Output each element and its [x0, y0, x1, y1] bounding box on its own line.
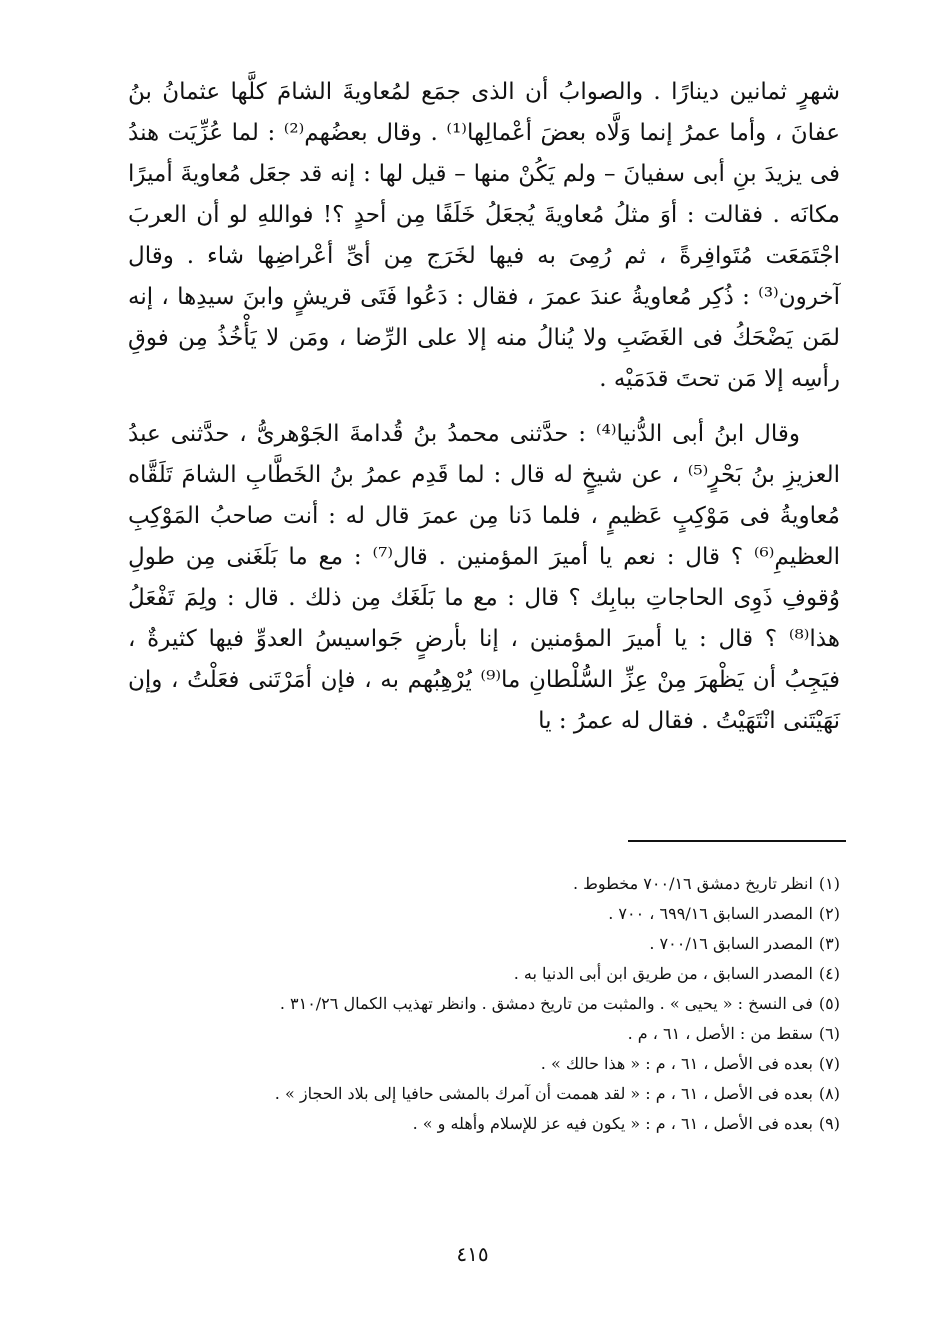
paragraph-1: شهرٍ ثمانين دينارًا . والصوابُ أن الذى جمَع لمُعاويةَ الشامَ كلَّها عثمانُ بنُ عفانَ ، وأما عمرُ إنما وَلَّاه بعضَ أعْمالِها⁽¹⁾ . وقال بعضُهم⁽²⁾ : لما عُزِّيَت هندُ فى يزيدَ بنِ أبى سفيانَ – ولم يَكُنْ منها – قيل لها : إنه قد جعَل مُعاويةَ أميرًا مكانَه . فقالت : أوَ مثلُ مُعاويةَ يُجعَلُ خَلَفًا مِن أحدٍ ؟! فواللهِ لو أن العربَ اجْتَمَعَت مُتَوافِرةً ، ثم رُمِىَ به فيها لخَرَج مِن أىِّ أعْراضِها شاء . وقال آخرون⁽³⁾ : ذُكِر مُعاويةُ عندَ عمرَ ، فقال : دَعُوا فَتَى قريشٍ وابنَ سيدِها ، إنه لمَن يَضْحَكُ فى الغَضَبِ ولا يُنالُ منه إلا على الرِّضا ، ومَن لا يَأْخُذُ مِن فوقِ رأسِه إلا مَن تحتَ قدَمَيْه . [128, 79, 841, 392]
footnote-7 [128, 1049, 840, 1079]
footnote-5 [128, 989, 840, 1019]
footnote-number: (٩) [818, 1114, 840, 1133]
footnote-number: (٧) [818, 1054, 840, 1073]
footnote-number: (١) [818, 874, 840, 893]
footnote-text: بعده فى الأصل ، ٦١ ، م : « هذا حالك » . [540, 1054, 813, 1073]
footnote-text: انظر تاريخ دمشق ٧٠٠/١٦ مخطوط . [572, 874, 813, 893]
footnote-9 [128, 1109, 840, 1139]
footnote-text: بعده فى الأصل ، ٦١ ، م : « يكون فيه عز للإسلام وأهله و » . [412, 1114, 813, 1133]
paragraph-2: وقال ابنُ أبى الدُّنيا⁽⁴⁾ : حدَّثنى محمدُ بنُ قُدامةَ الجَوْهرىُّ ، حدَّثنى عبدُ العزيزِ بنُ بَحْرٍ⁽⁵⁾ ، عن شيخٍ له قال : لما قَدِم عمرُ بنُ الخَطَّابِ الشامَ تَلَقَّاه مُعاويةُ فى مَوْكِبٍ عَظيمٍ ، فلما دَنا مِن عمرَ قال له : أنت صاحبُ المَوْكِبِ العظيمِ⁽⁶⁾ ؟ قال : نعم يا أميرَ المؤمنين . قال⁽⁷⁾ : مع ما بَلَغَنى مِن طولِ وُقوفِ ذَوِى الحاجاتِ ببابِك ؟ قال : مع ما بَلَغَك مِن ذلك . قال : ولِمَ تَفْعَلُ هذا⁽⁸⁾ ؟ قال : يا أميرَ المؤمنين ، إنا بأرضٍ جَواسيسُ العدوِّ فيها كثيرةٌ ، فيَجِبُ أن يَظْهرَ مِنْ عِزِّ السُّلْطانِ ما⁽⁹⁾ يُرْهِبُهم به ، فإن أمَرْتَنى فعَلْتُ ، وإن نَهَيْتَنى انْتَهَيْتُ . فقال له عمرُ : يا [128, 421, 840, 734]
footnote-1 [128, 869, 840, 899]
footnote-3 [128, 929, 840, 959]
footnote-8 [128, 1079, 840, 1109]
footnote-text: المصدر السابق ٧٠٠/١٦ . [649, 934, 813, 953]
footnote-number: (٥) [818, 994, 840, 1013]
footnote-text: المصدر السابق ، من طريق ابن أبى الدنيا به . [513, 964, 813, 983]
footnote-text: سقط من : الأصل ، ٦١ ، م . [627, 1024, 813, 1043]
main-text [128, 72, 840, 742]
footnote-number: (٤) [818, 964, 840, 983]
footnote-text: فى النسخ : « يحيى » . والمثبت من تاريخ دمشق . وانظر تهذيب الكمال ٣١٠/٢٦ . [279, 994, 813, 1013]
footnote-text: بعده فى الأصل ، ٦١ ، م : « لقد هممت أن آمرك بالمشى حافيا إلى بلاد الحجاز » . [274, 1084, 813, 1103]
footnote-number: (٣) [818, 934, 840, 953]
footnotes [128, 869, 840, 1139]
footnote-number: (٨) [818, 1084, 840, 1103]
footnote-4 [128, 959, 840, 989]
page-number: ٤١٥ [456, 1242, 489, 1266]
footnote-number: (٦) [818, 1024, 840, 1043]
footnote-6 [128, 1019, 840, 1049]
footnote-text: المصدر السابق ٦٩٩/١٦ ، ٧٠٠ . [608, 904, 813, 923]
footnote-separator [628, 840, 846, 842]
footnote-number: (٢) [818, 904, 840, 923]
footnote-2 [128, 899, 840, 929]
